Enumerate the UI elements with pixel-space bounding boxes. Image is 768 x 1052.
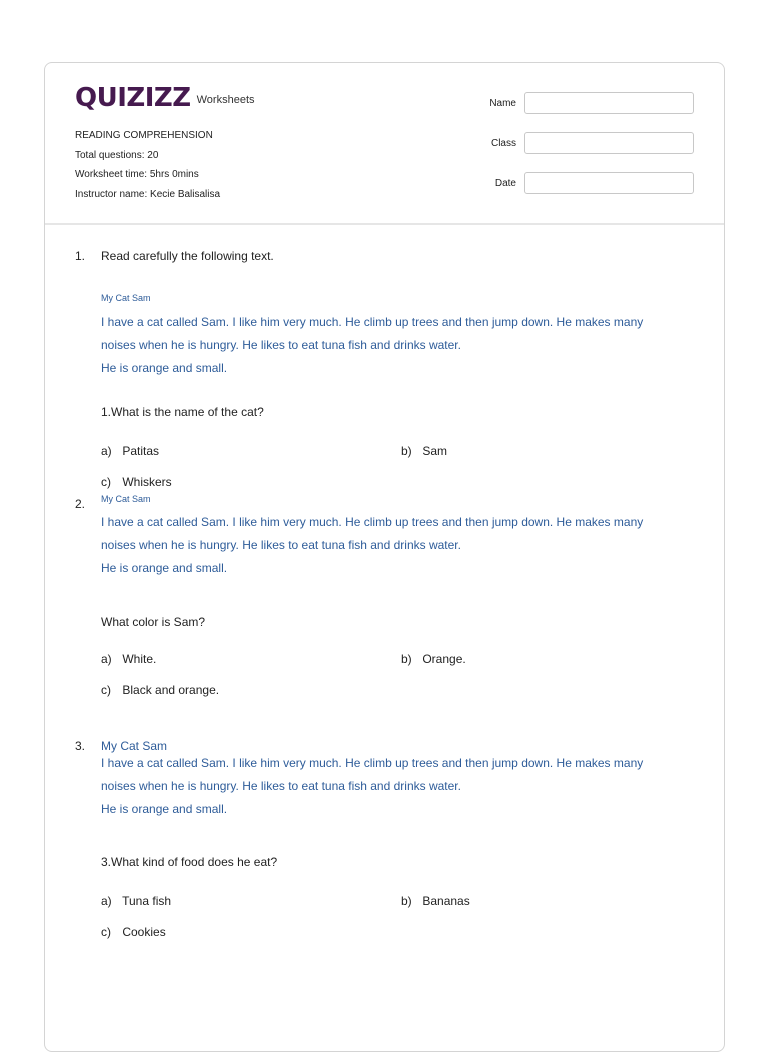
quizizz-logo: QUIZIZZ: [75, 83, 191, 113]
question-prompt: What color is Sam?: [101, 615, 206, 629]
answer-option-c[interactable]: [101, 475, 172, 489]
question-number: 2.: [75, 497, 86, 511]
question-prompt: 3.What kind of food does he eat?: [101, 855, 278, 869]
option-letter: c): [101, 925, 111, 939]
passage-text: [101, 311, 701, 380]
answer-option-b[interactable]: [401, 894, 470, 908]
passage-line: He is orange and small.: [101, 802, 228, 816]
passage-line: I have a cat called Sam. I like him very much. He climb up trees and then jump down. He makes many: [101, 756, 644, 770]
option-text: Bananas: [422, 894, 470, 908]
passage-line: He is orange and small.: [101, 361, 228, 375]
date-field-row: [489, 171, 694, 195]
name-label: Name: [489, 97, 516, 109]
passage-text: [101, 511, 701, 580]
name-field-row: [489, 91, 694, 115]
option-text: Whiskers: [122, 475, 172, 489]
instructor-name: Instructor name: Kecie Balisalisa: [75, 188, 221, 200]
option-text: Black and orange.: [122, 683, 220, 697]
question-number: 1.: [75, 249, 86, 263]
name-field[interactable]: [524, 92, 694, 114]
total-questions: Total questions: 20: [75, 149, 159, 161]
question-number: 3.: [75, 739, 86, 753]
option-text: Orange.: [422, 652, 466, 666]
worksheet-time: Worksheet time: 5hrs 0mins: [75, 169, 199, 180]
option-letter: b): [401, 444, 412, 458]
option-text: Cookies: [122, 925, 166, 939]
option-text: White.: [122, 652, 157, 666]
worksheet-type: READING COMPREHENSION: [75, 130, 213, 141]
passage-line: He is orange and small.: [101, 561, 228, 575]
option-letter: a): [101, 652, 112, 666]
answer-option-c[interactable]: [101, 925, 166, 939]
date-field[interactable]: [524, 172, 694, 194]
answer-option-c[interactable]: [101, 683, 219, 697]
answer-option-a[interactable]: [101, 894, 171, 908]
option-letter: a): [101, 894, 112, 908]
option-letter: b): [401, 894, 412, 908]
passage-title: My Cat Sam: [101, 739, 168, 753]
option-letter: c): [101, 683, 111, 697]
question-intro: Read carefully the following text.: [101, 249, 274, 263]
student-fields: [489, 91, 694, 211]
class-label: Class: [490, 137, 516, 149]
passage-text: [101, 752, 701, 821]
option-letter: b): [401, 652, 412, 666]
passage-line: noises when he is hungry. He likes to eat tuna fish and drinks water.: [101, 779, 461, 793]
logo-subtitle: Worksheets: [196, 94, 255, 106]
passage-title: My Cat Sam: [101, 293, 151, 303]
worksheet-meta: [75, 126, 220, 204]
option-letter: c): [101, 475, 111, 489]
passage-title: My Cat Sam: [101, 494, 151, 504]
worksheet-header: [45, 63, 724, 225]
answer-option-b[interactable]: [401, 444, 447, 458]
passage-line: I have a cat called Sam. I like him very much. He climb up trees and then jump down. He makes many: [101, 515, 644, 529]
answer-option-a[interactable]: [101, 444, 159, 458]
class-field[interactable]: [524, 132, 694, 154]
worksheet: [44, 62, 725, 1052]
passage-line: noises when he is hungry. He likes to eat tuna fish and drinks water.: [101, 538, 461, 552]
answer-option-a[interactable]: [101, 652, 156, 666]
option-letter: a): [101, 444, 112, 458]
brand: [75, 85, 255, 111]
option-text: Patitas: [122, 444, 160, 458]
option-text: Sam: [422, 444, 448, 458]
option-text: Tuna fish: [122, 894, 172, 908]
class-field-row: [489, 131, 694, 155]
passage-line: I have a cat called Sam. I like him very much. He climb up trees and then jump down. He makes many: [101, 315, 644, 329]
question-prompt: 1.What is the name of the cat?: [101, 405, 264, 419]
date-label: Date: [494, 177, 516, 189]
passage-line: noises when he is hungry. He likes to eat tuna fish and drinks water.: [101, 338, 461, 352]
answer-option-b[interactable]: [401, 652, 466, 666]
